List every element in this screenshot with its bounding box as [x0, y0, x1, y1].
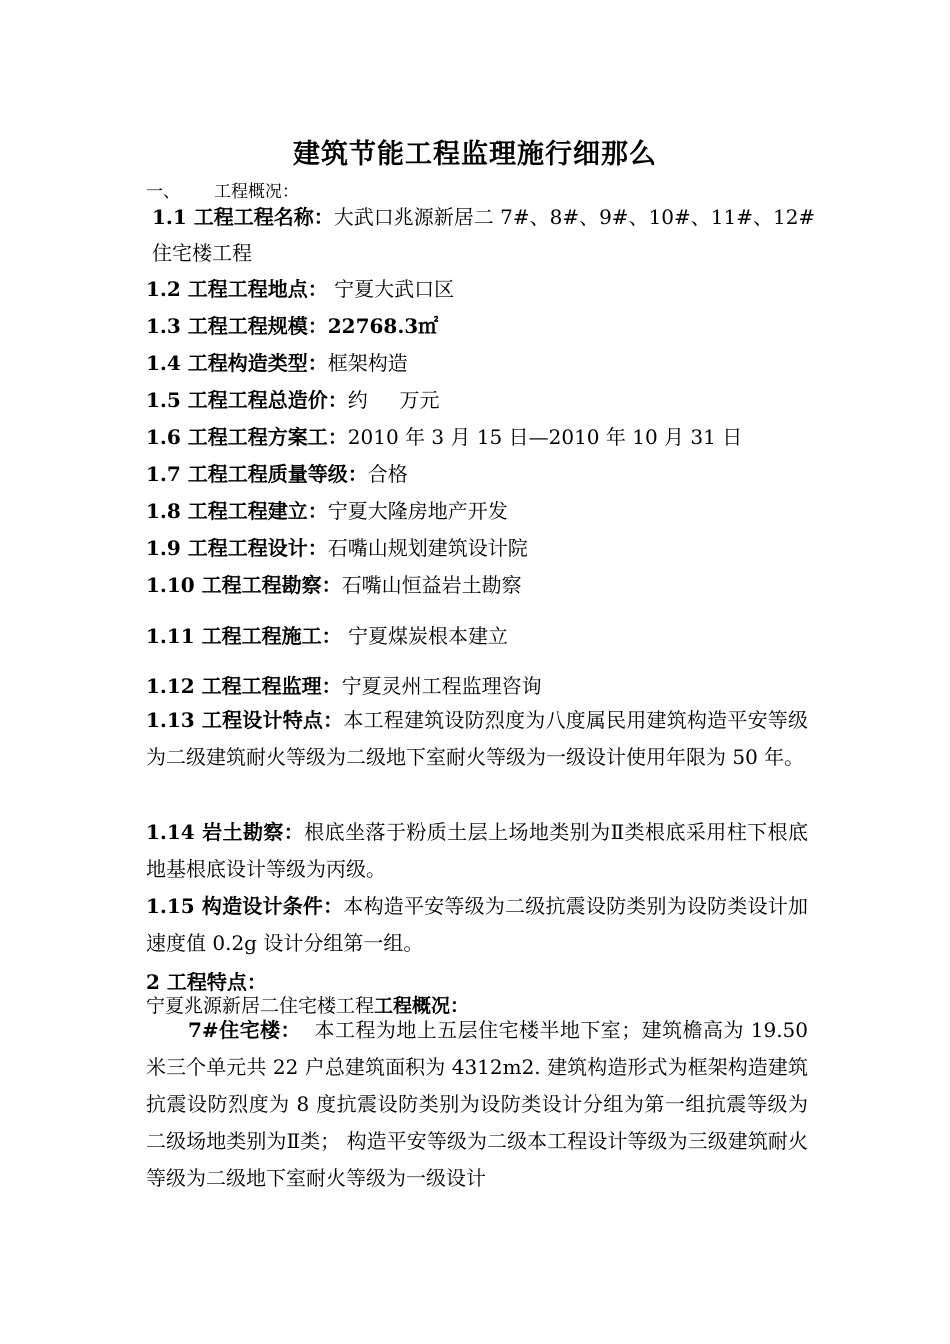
- item-1-13-paragraph: [146, 702, 808, 776]
- item-label: 1.10 工程工程勘察：: [146, 573, 342, 597]
- item-label: 1.15 构造设计条件：: [146, 894, 344, 918]
- item-text: 本工程建筑设防烈度为八度属民用建筑构造平安等级为二级建筑耐火等级为二级地下室耐火等级为一级设计使用年限为 50 年。: [146, 708, 808, 769]
- item-value: 约 万元: [347, 388, 440, 412]
- item-value: 框架构造: [327, 351, 408, 375]
- section-2-heading: 2 工程特点：: [146, 970, 267, 994]
- item-label: 1.6 工程工程方案工：: [146, 425, 348, 449]
- item-label: 1.4 工程构造类型：: [146, 351, 328, 375]
- subheading-prefix: 宁夏兆源新居二住宅楼工程: [146, 995, 375, 1017]
- item-value: 宁夏灵州工程监理咨询: [341, 674, 542, 698]
- section-1-number: 一、: [146, 182, 180, 202]
- item-1-1-continuation: 住宅楼工程: [152, 241, 252, 265]
- item-label: 1.8 工程工程建立：: [146, 499, 328, 523]
- item-1-14-paragraph: [146, 814, 808, 888]
- item-value: 大武口兆源新居二 7#、8#、9#、10#、11#、12#: [333, 205, 816, 229]
- item-label: 1.7 工程工程质量等级：: [146, 462, 368, 486]
- item-text: 本工程为地上五层住宅楼半地下室；建筑檐高为 19.50 米三个单元共 22 户总建筑面积为 4312m2. 建筑构造形式为框架构造建筑抗震设防烈度为 8 度抗震设防类别为设防类设计分组为第一组抗震等级为二级场地类别为Ⅱ类； 构造平安等级为二级本工程设计等级为三级建筑耐火等级为二级地下室耐火等级为一级设计: [146, 1018, 815, 1190]
- item-1-6: [146, 421, 742, 450]
- item-label: 1.12 工程工程监理：: [146, 674, 342, 698]
- item-1-9: [146, 532, 528, 561]
- item-1-4: [146, 347, 408, 376]
- item-1-1: [152, 201, 815, 230]
- building-7-paragraph: [146, 1012, 815, 1197]
- item-1-10: [146, 569, 522, 598]
- subheading-bold: 工程概况：: [374, 995, 470, 1017]
- item-label: 1.11 工程工程施工：: [146, 624, 342, 648]
- section-1-label: 工程概况：: [214, 182, 299, 202]
- item-value: 宁夏煤炭根本建立: [341, 624, 509, 648]
- item-value: 合格: [367, 462, 408, 486]
- item-label: 7#住宅楼：: [188, 1018, 301, 1042]
- item-text: 根底坐落于粉质土层上场地类别为Ⅱ类根底采用柱下根底地基根底设计等级为丙级。: [146, 820, 808, 881]
- item-value: 宁夏大武口区: [327, 277, 455, 301]
- item-value: 石嘴山规划建筑设计院: [327, 536, 528, 560]
- item-1-2: [146, 273, 454, 302]
- item-label: 1.3 工程工程规模：22768.3㎡: [146, 314, 439, 338]
- item-label: 1.1 工程工程名称：: [152, 205, 334, 229]
- item-1-15-paragraph: [146, 888, 808, 962]
- item-value: 宁夏大隆房地产开发: [327, 499, 508, 523]
- item-label: 1.9 工程工程设计：: [146, 536, 328, 560]
- item-value: 2010 年 3 月 15 日—2010 年 10 月 31 日: [347, 425, 743, 449]
- item-label: 1.14 岩土勘察：: [146, 820, 305, 844]
- item-1-5: [146, 384, 440, 413]
- item-label: 1.2 工程工程地点：: [146, 277, 328, 301]
- item-value: 石嘴山恒益岩土勘察: [341, 573, 522, 597]
- section-1-heading: [146, 177, 299, 202]
- item-1-12: [146, 670, 542, 699]
- item-1-7: [146, 458, 408, 487]
- item-1-11: [146, 620, 508, 649]
- item-label: 1.13 工程设计特点：: [146, 708, 344, 732]
- item-1-8: [146, 495, 508, 524]
- item-1-3: [146, 310, 438, 339]
- item-label: 1.5 工程工程总造价：: [146, 388, 348, 412]
- item-text: 本构造平安等级为二级抗震设防类别为设防类设计加速度值 0.2g 设计分组第一组。: [146, 894, 808, 955]
- document-title: 建筑节能工程监理施行细那么: [293, 139, 657, 170]
